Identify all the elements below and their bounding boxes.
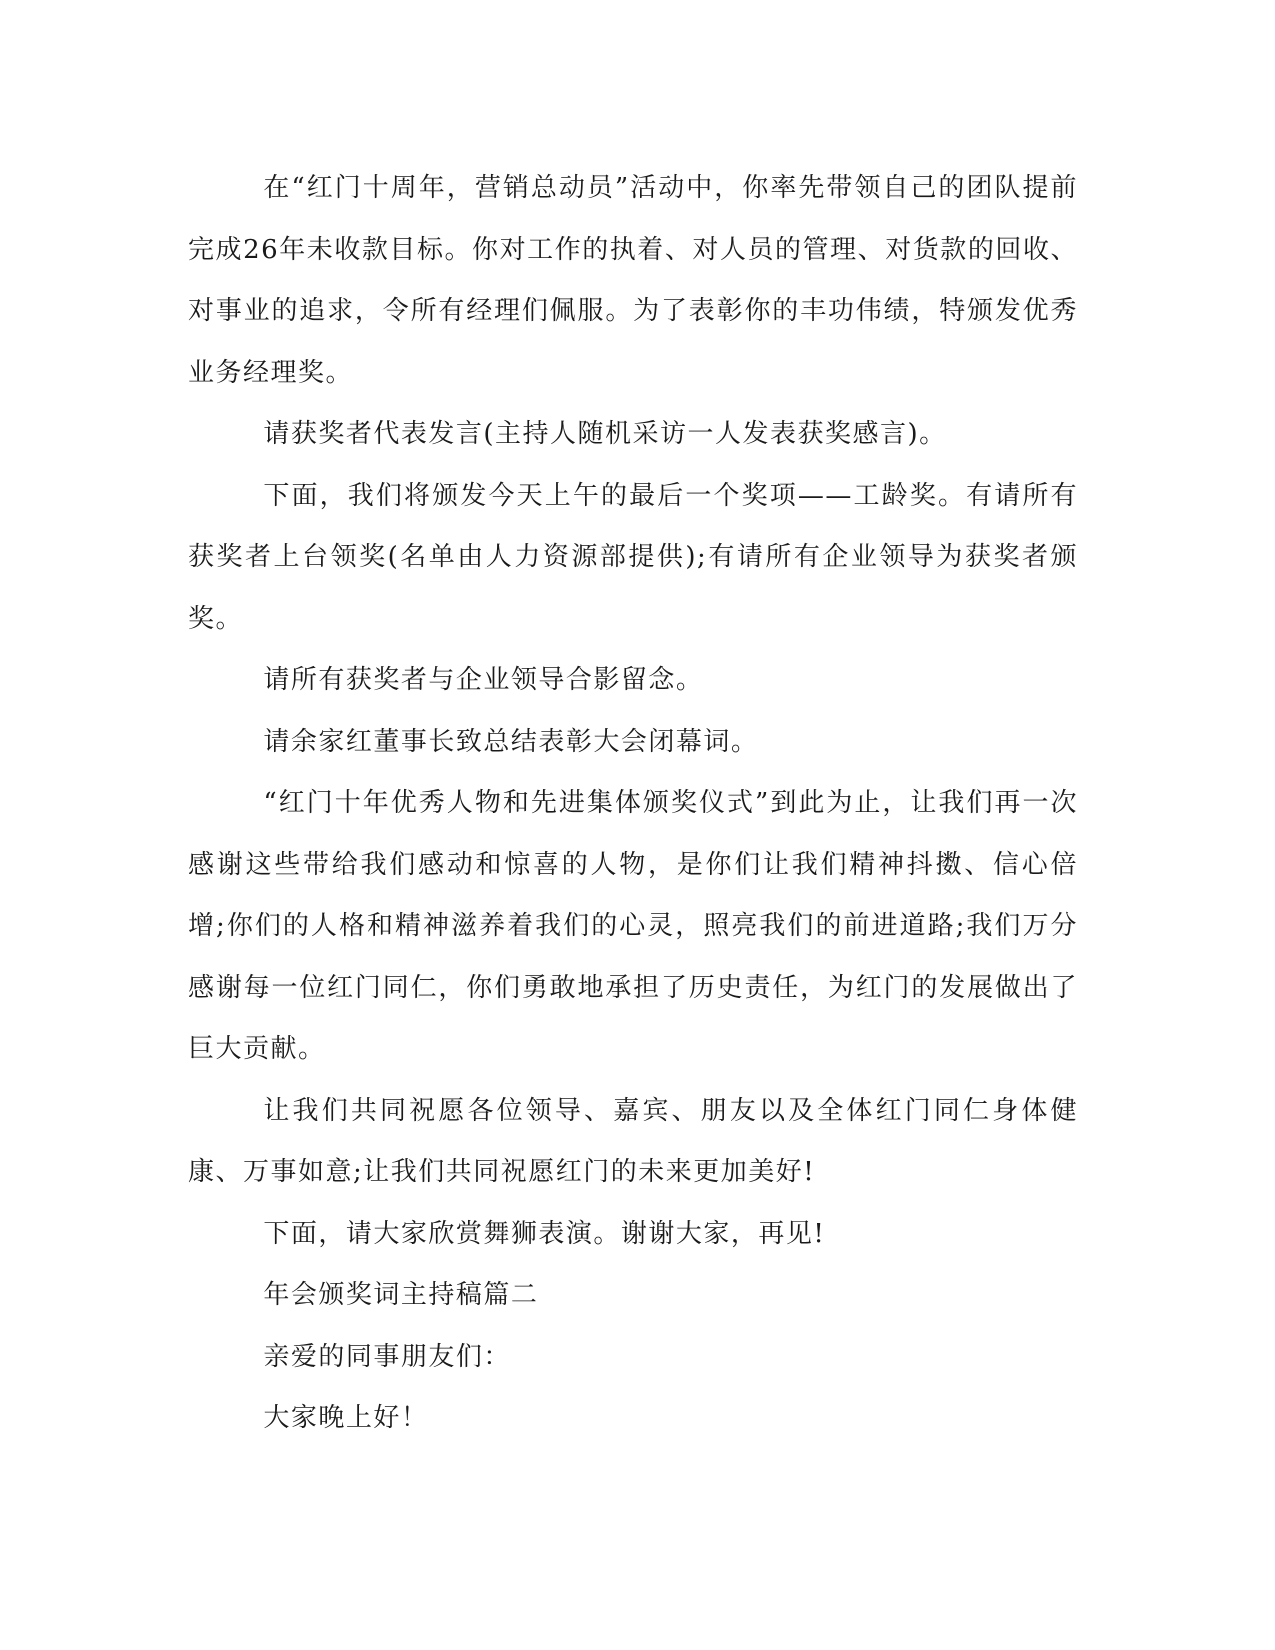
paragraph-wishes: 让我们共同祝愿各位领导、嘉宾、朋友以及全体红门同仁身体健康、万事如意;让我们共同祝愿红门的未来更加美好! [188,1095,1078,1187]
paragraph-seniority-award: 下面，我们将颁发今天上午的最后一个奖项——工龄奖。有请所有获奖者上台领奖(名单由人力资源部提供);有请所有企业领导为获奖者颁奖。 [188,480,1078,634]
paragraph-group-photo: 请所有获奖者与企业领导合影留念。 [263,665,704,695]
paragraph-award-citation: 在“红门十周年，营销总动员”活动中，你率先带领自己的团队提前完成26年未收款目标。你对工作的执着、对人员的管理、对货款的回收、对事业的追求，令所有经理们佩服。为了表彰你的丰功伟绩，特颁发优秀业务经理奖。 [188,173,1078,388]
paragraph-lion-dance: 下面，请大家欣赏舞狮表演。谢谢大家，再见! [263,1218,826,1249]
paragraph-salutation: 亲爱的同事朋友们： [263,1341,511,1372]
section-heading: 年会颁奖词主持稿篇二 [263,1280,539,1310]
paragraph-winner-speech: 请获奖者代表发言(主持人随机采访一人发表获奖感言)。 [263,419,947,449]
paragraph-closing-speech: 请余家红董事长致总结表彰大会闭幕词。 [263,726,759,757]
paragraph-greeting: 大家晚上好！ [263,1403,429,1433]
document-body [188,158,1078,1450]
paragraph-ceremony-thanks: “红门十年优秀人物和先进集体颁奖仪式”到此为止，让我们再一次感谢这些带给我们感动和惊喜的人物，是你们让我们精神抖擞、信心倍增;你们的人格和精神滋养着我们的心灵，照亮我们的前进道路;我们万分感谢每一位红门同仁，你们勇敢地承担了历史责任，为红门的发展做出了巨大贡献。 [188,788,1078,1064]
